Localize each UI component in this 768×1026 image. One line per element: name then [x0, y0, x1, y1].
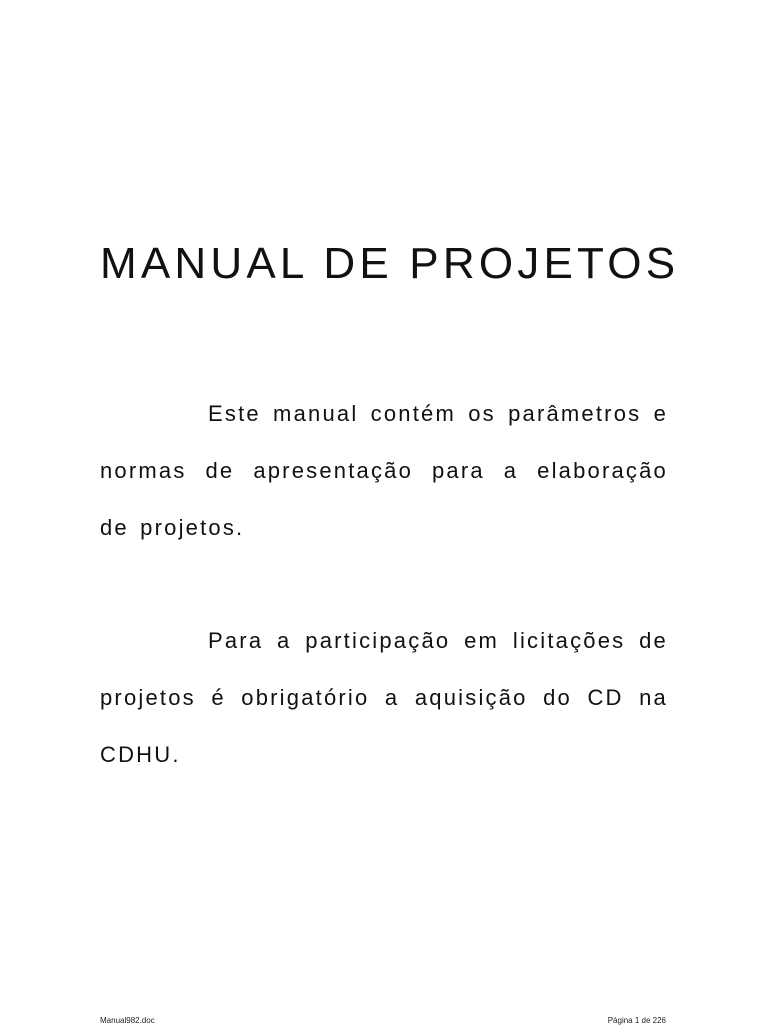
paragraph-requirement: Para a participação em licitações de projetos é obrigatório a aquisição do CD na CDHU.	[100, 628, 668, 767]
paragraph-intro: Este manual contém os parâmetros e normas de apresentação para a elaboração de projetos.	[100, 401, 668, 540]
document-title: MANUAL DE PROJETOS	[100, 239, 680, 288]
footer-filename: Manual982.doc	[100, 1016, 155, 1025]
footer-page-number: Página 1 de 226	[607, 1016, 666, 1025]
